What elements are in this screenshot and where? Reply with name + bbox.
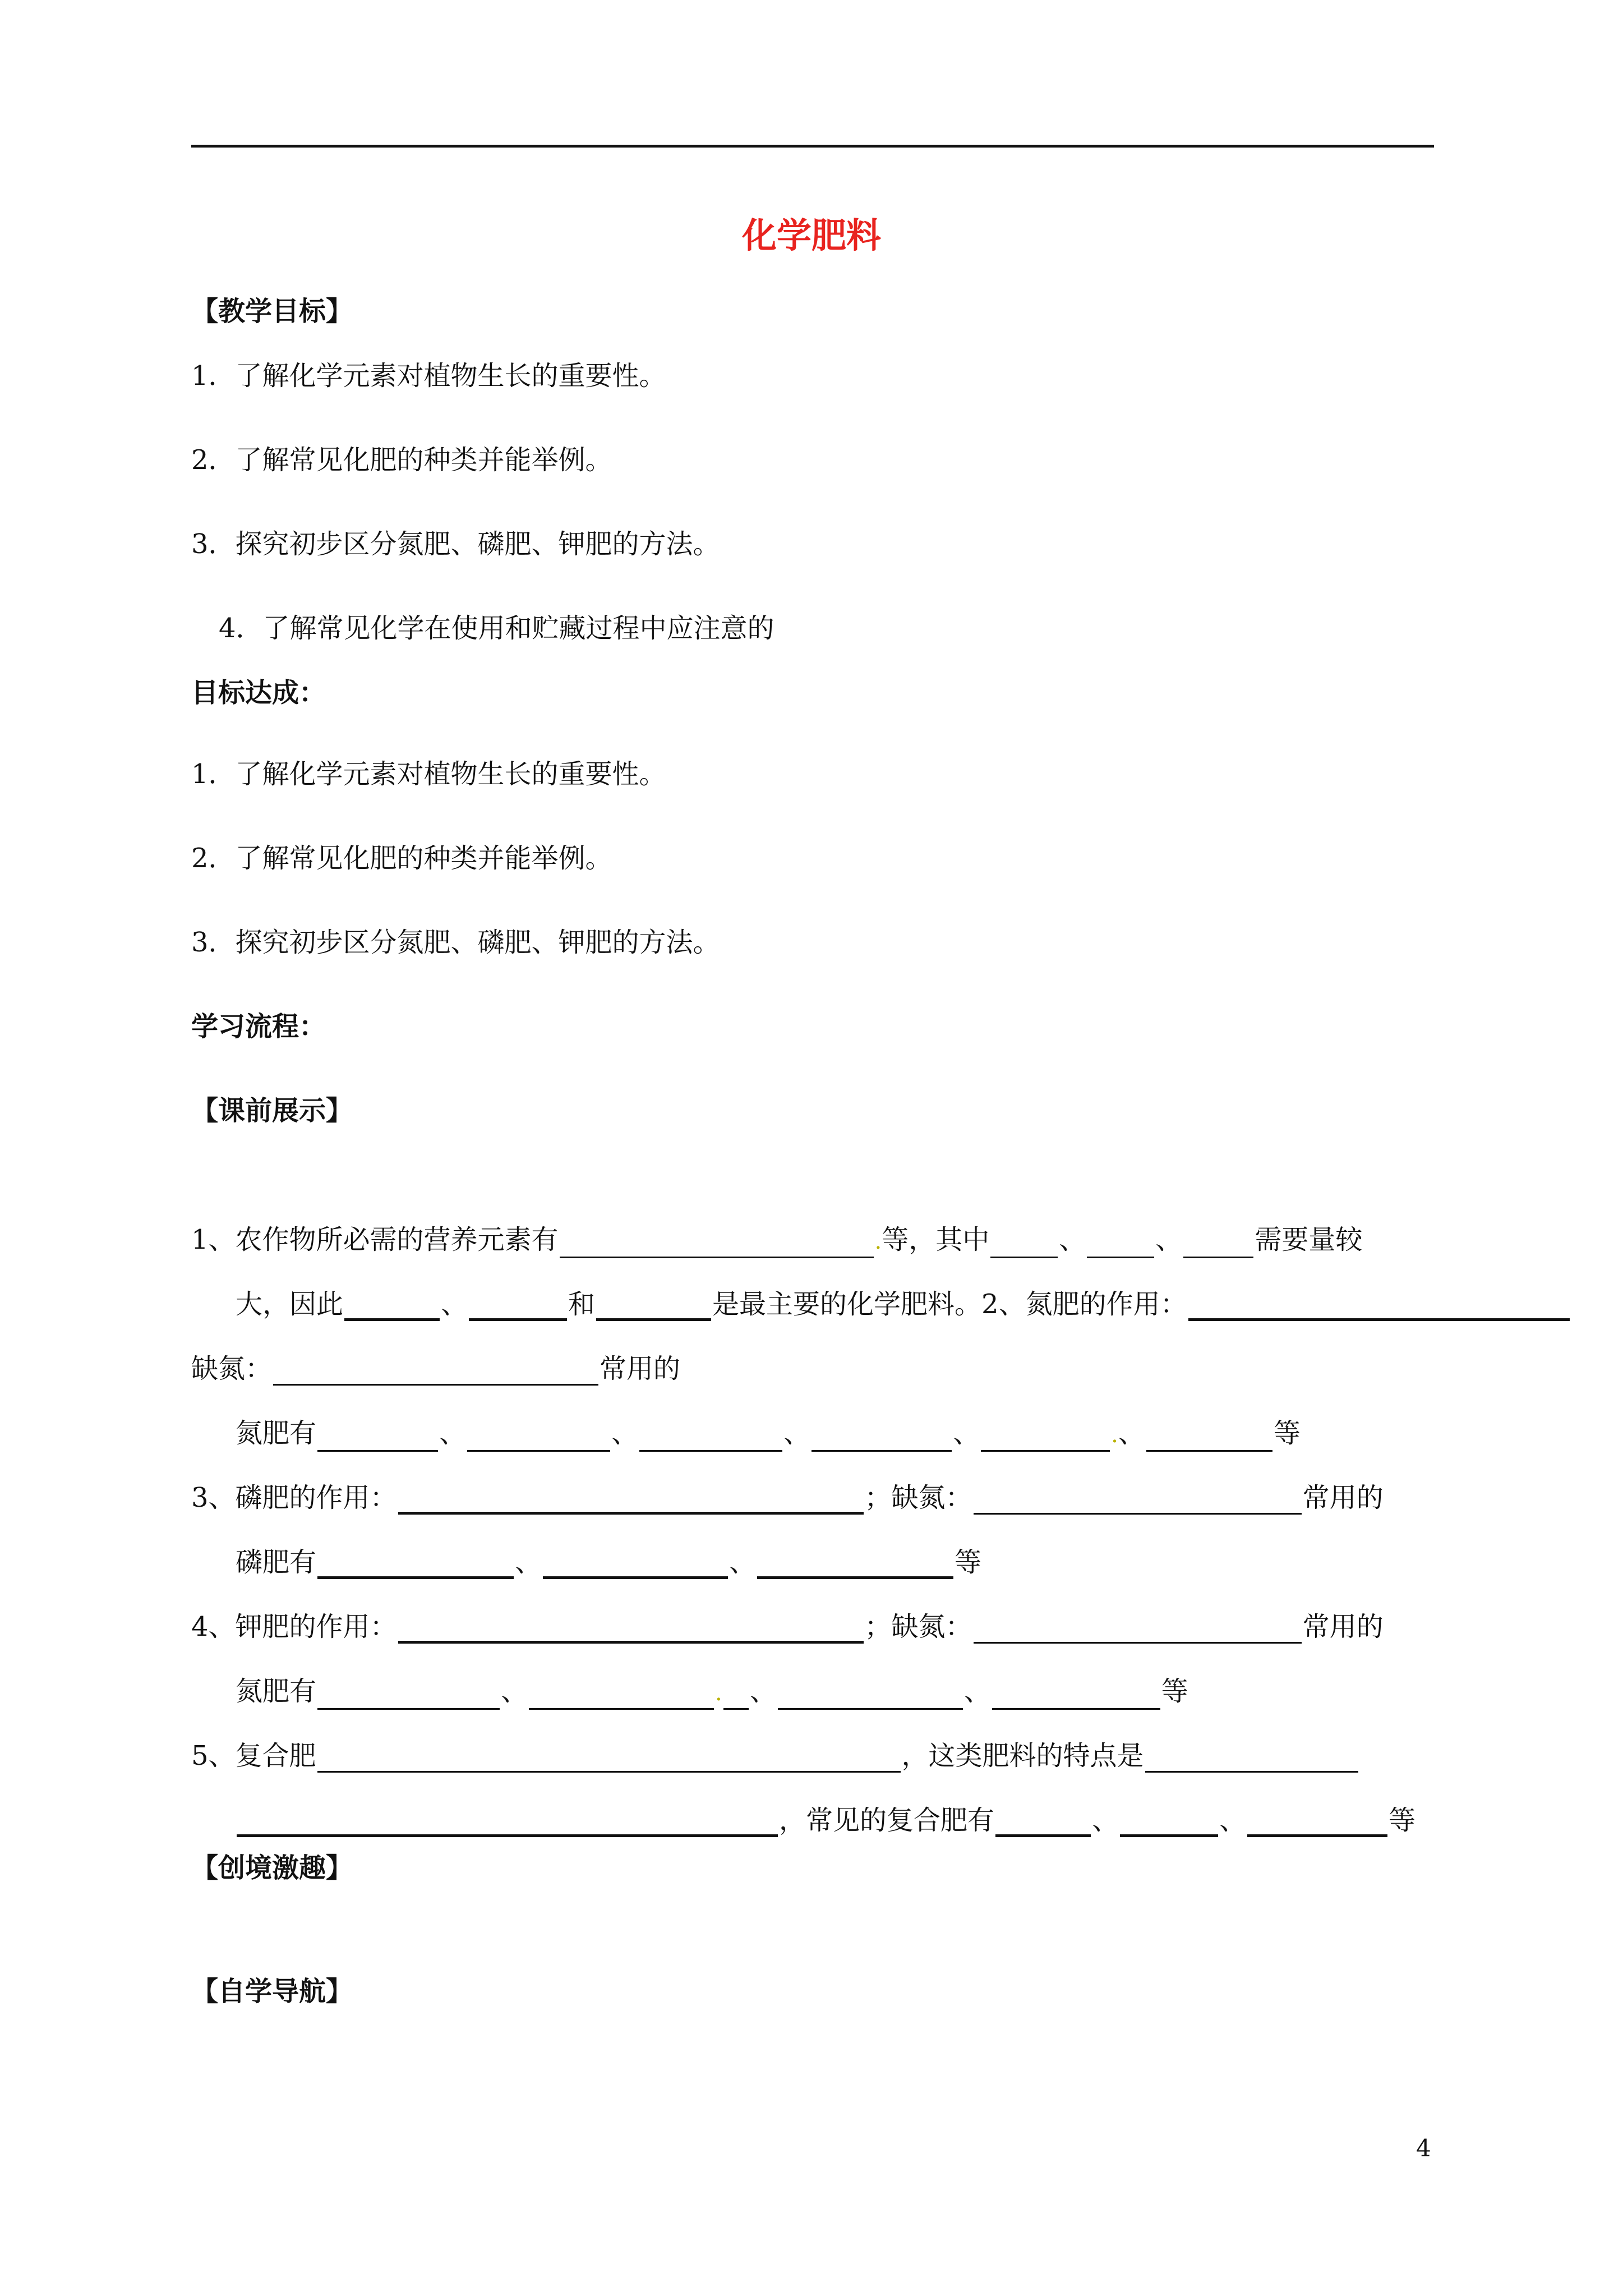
process-heading: 学习流程：	[191, 1011, 326, 1042]
answer-blank[interactable]	[317, 1742, 901, 1773]
answer-blank[interactable]	[995, 1805, 1091, 1837]
and-word: 和	[568, 1289, 596, 1320]
separator: 、	[1059, 1224, 1086, 1255]
q3-common: 常用的	[1302, 1482, 1384, 1513]
selfstudy-heading: 【自学导航】	[191, 1976, 353, 2007]
answer-blank[interactable]	[1087, 1227, 1154, 1258]
answer-blank[interactable]	[723, 1679, 749, 1710]
answer-blank[interactable]	[1183, 1227, 1253, 1258]
separator: 、	[1155, 1224, 1183, 1255]
separator: 、	[441, 1289, 468, 1320]
answer-blank[interactable]	[398, 1612, 864, 1644]
scenario-heading: 【创境激趣】	[191, 1852, 353, 1884]
separator: 、	[1092, 1805, 1119, 1836]
goals-heading: 目标达成：	[191, 677, 326, 708]
answer-blank[interactable]	[317, 1421, 438, 1452]
answer-blank[interactable]	[1120, 1805, 1218, 1837]
answer-blank[interactable]	[560, 1227, 874, 1258]
q5-line2: ，常见的复合肥有	[779, 1805, 995, 1836]
answer-blank[interactable]	[992, 1679, 1160, 1710]
separator: 、	[953, 1418, 980, 1449]
q3-lack-label: ；缺氮：	[864, 1482, 972, 1513]
q1-end: 需要量较	[1255, 1224, 1363, 1255]
q4-common: 常用的	[1302, 1611, 1384, 1642]
dot-mark: .	[1111, 1422, 1118, 1448]
objective-item: 2．了解常见化肥的种类并能举例。	[191, 444, 612, 476]
separator: 、	[963, 1676, 991, 1707]
goal-item: 3．探究初步区分氮肥、磷肥、钾肥的方法。	[191, 927, 720, 958]
separator: 、	[729, 1547, 757, 1578]
separator: 、	[783, 1418, 811, 1449]
objective-item: 1．了解化学元素对植物生长的重要性。	[191, 360, 666, 392]
answer-blank[interactable]	[317, 1679, 500, 1710]
answer-blank[interactable]	[1188, 1289, 1570, 1321]
answer-blank[interactable]	[981, 1421, 1110, 1452]
q3-prefix: 3、磷肥的作用：	[191, 1482, 397, 1513]
q4-line-start: 氮肥有	[236, 1676, 317, 1707]
answer-blank[interactable]	[317, 1547, 514, 1579]
exercise-q3-line1	[191, 1481, 1384, 1515]
exercise-q2-list	[236, 1416, 1301, 1452]
goal-item: 2．了解常见化肥的种类并能举例。	[191, 843, 612, 874]
answer-blank[interactable]	[1145, 1742, 1358, 1773]
answer-blank[interactable]	[757, 1547, 953, 1579]
q2-common: 常用的	[600, 1353, 681, 1384]
answer-blank[interactable]	[596, 1289, 711, 1321]
header-rule	[191, 145, 1434, 148]
page-number: 4	[1416, 2134, 1431, 2162]
answer-blank[interactable]	[990, 1227, 1058, 1258]
answer-blank[interactable]	[529, 1679, 714, 1710]
page-title: 化学肥料	[741, 215, 881, 256]
objective-item: 4．了解常见化学在使用和贮藏过程中应注意的	[219, 613, 774, 644]
exercise-q5-line2	[236, 1803, 1415, 1837]
q4-lack-label: ；缺氮：	[864, 1611, 972, 1642]
q5-prefix: 5、复合肥	[191, 1740, 316, 1772]
answer-blank[interactable]	[1146, 1421, 1272, 1452]
answer-blank[interactable]	[469, 1289, 567, 1321]
separator: 、	[1219, 1805, 1247, 1836]
answer-blank[interactable]	[398, 1483, 864, 1515]
q2-line-start: 氮肥有	[236, 1418, 317, 1449]
preview-heading: 【课前展示】	[191, 1095, 353, 1126]
exercise-q3-list	[236, 1545, 981, 1579]
q2-lack-label: 缺氮：	[191, 1353, 273, 1384]
separator: 、	[611, 1418, 639, 1449]
etc-word: 等	[1389, 1805, 1416, 1836]
q1-line2-start: 大，因此	[236, 1289, 344, 1320]
answer-blank[interactable]	[273, 1355, 598, 1386]
answer-blank[interactable]	[974, 1484, 1302, 1515]
answer-blank[interactable]	[639, 1421, 782, 1452]
objectives-heading: 【教学目标】	[191, 296, 353, 327]
exercise-q4-list	[236, 1674, 1188, 1710]
answer-blank[interactable]	[811, 1421, 952, 1452]
dot-mark: .	[715, 1680, 722, 1706]
separator: 、	[515, 1547, 542, 1578]
q1-prefix: 1、农作物所必需的营养元素有	[191, 1224, 559, 1255]
exercise-q1-line1	[191, 1223, 1362, 1258]
separator: 、	[439, 1418, 467, 1449]
objective-item: 3．探究初步区分氮肥、磷肥、钾肥的方法。	[191, 528, 720, 560]
answer-blank[interactable]	[974, 1613, 1302, 1644]
exercise-q2-lack	[191, 1352, 680, 1386]
dot-mark: .	[874, 1228, 882, 1254]
q1-mid: 等，其中	[882, 1224, 990, 1255]
answer-blank[interactable]	[237, 1805, 778, 1837]
goal-item: 1．了解化学元素对植物生长的重要性。	[191, 758, 666, 790]
q3-line-start: 磷肥有	[236, 1547, 317, 1578]
exercise-q5-line1	[191, 1739, 1359, 1773]
q4-prefix: 4、钾肥的作用：	[191, 1611, 397, 1642]
answer-blank[interactable]	[778, 1679, 963, 1710]
exercise-q1-line2	[236, 1287, 1571, 1321]
etc-word: 等	[1161, 1676, 1188, 1707]
answer-blank[interactable]	[1247, 1805, 1387, 1837]
separator: 、	[749, 1676, 777, 1707]
answer-blank[interactable]	[543, 1547, 728, 1579]
exercise-q4-line1	[191, 1610, 1384, 1644]
etc-word: 等	[955, 1547, 982, 1578]
q5-mid: ，这类肥料的特点是	[901, 1740, 1144, 1772]
q1-line2-end: 是最主要的化学肥料。2、氮肥的作用：	[712, 1289, 1187, 1320]
answer-blank[interactable]	[344, 1289, 440, 1321]
etc-word: 等	[1273, 1418, 1301, 1449]
separator: 、	[501, 1676, 528, 1707]
separator: 、	[1118, 1418, 1145, 1449]
answer-blank[interactable]	[467, 1421, 610, 1452]
